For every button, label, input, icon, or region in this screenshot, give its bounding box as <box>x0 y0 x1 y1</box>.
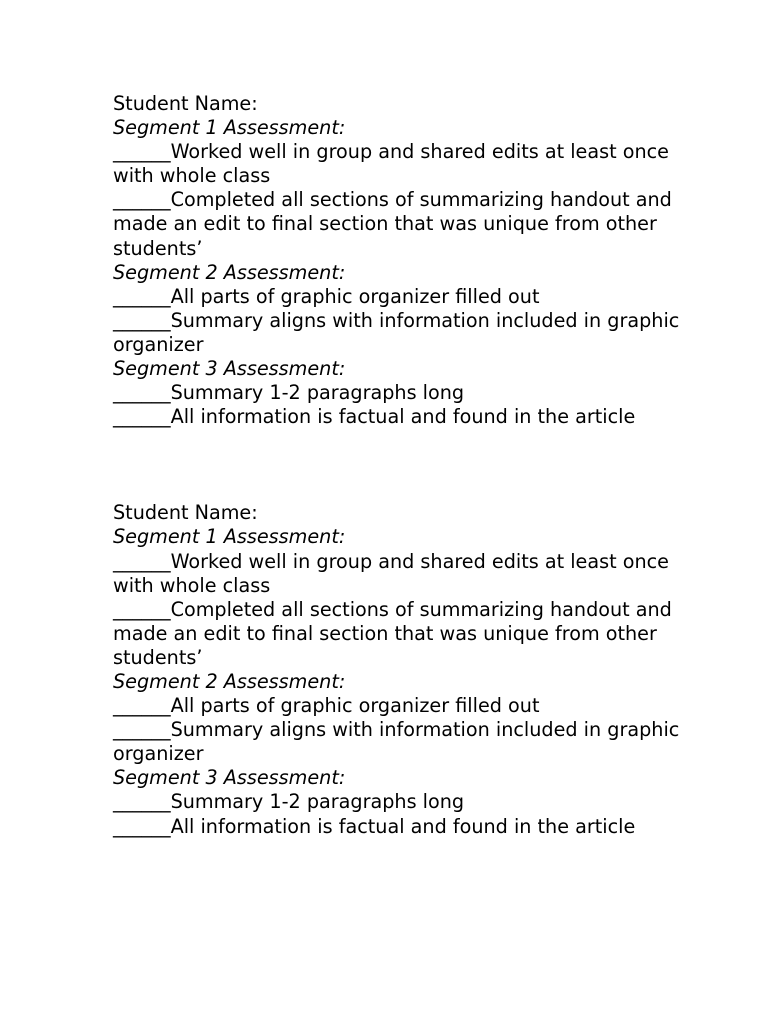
segment-2-heading: Segment 2 Assessment: <box>113 669 346 693</box>
checklist-item: ______Worked well in group and shared edits at least once with whole class <box>113 140 669 188</box>
checklist-item: ______Summary aligns with information included in graphic organizer <box>113 308 680 356</box>
student-name-label: Student Name: <box>113 501 258 525</box>
segment-1-heading: Segment 1 Assessment: <box>113 116 346 140</box>
assessment-block-2 <box>113 501 713 838</box>
segment-2-heading: Segment 2 Assessment: <box>113 260 346 284</box>
segment-3-heading: Segment 3 Assessment: <box>113 357 346 381</box>
segment-1-heading: Segment 1 Assessment: <box>113 525 346 549</box>
checklist-item: ______Summary 1-2 paragraphs long <box>113 790 465 814</box>
checklist-item: ______Worked well in group and shared edits at least once with whole class <box>113 549 669 597</box>
checklist-item: ______All information is factual and found in the article <box>113 405 636 429</box>
assessment-block-1 <box>113 92 713 429</box>
checklist-item: ______All parts of graphic organizer filled out <box>113 284 540 308</box>
checklist-item: ______Completed all sections of summarizing handout and made an edit to final section that was unique from other students’ <box>113 188 672 260</box>
student-name-label: Student Name: <box>113 92 258 115</box>
checklist-item: ______Summary 1-2 paragraphs long <box>113 381 465 405</box>
checklist-item: ______Completed all sections of summarizing handout and made an edit to final section that was unique from other students’ <box>113 597 672 669</box>
segment-3-heading: Segment 3 Assessment: <box>113 766 346 790</box>
document-page <box>113 92 713 839</box>
checklist-item: ______All information is factual and found in the article <box>113 814 636 838</box>
checklist-item: ______Summary aligns with information included in graphic organizer <box>113 718 680 766</box>
checklist-item: ______All parts of graphic organizer filled out <box>113 694 540 718</box>
